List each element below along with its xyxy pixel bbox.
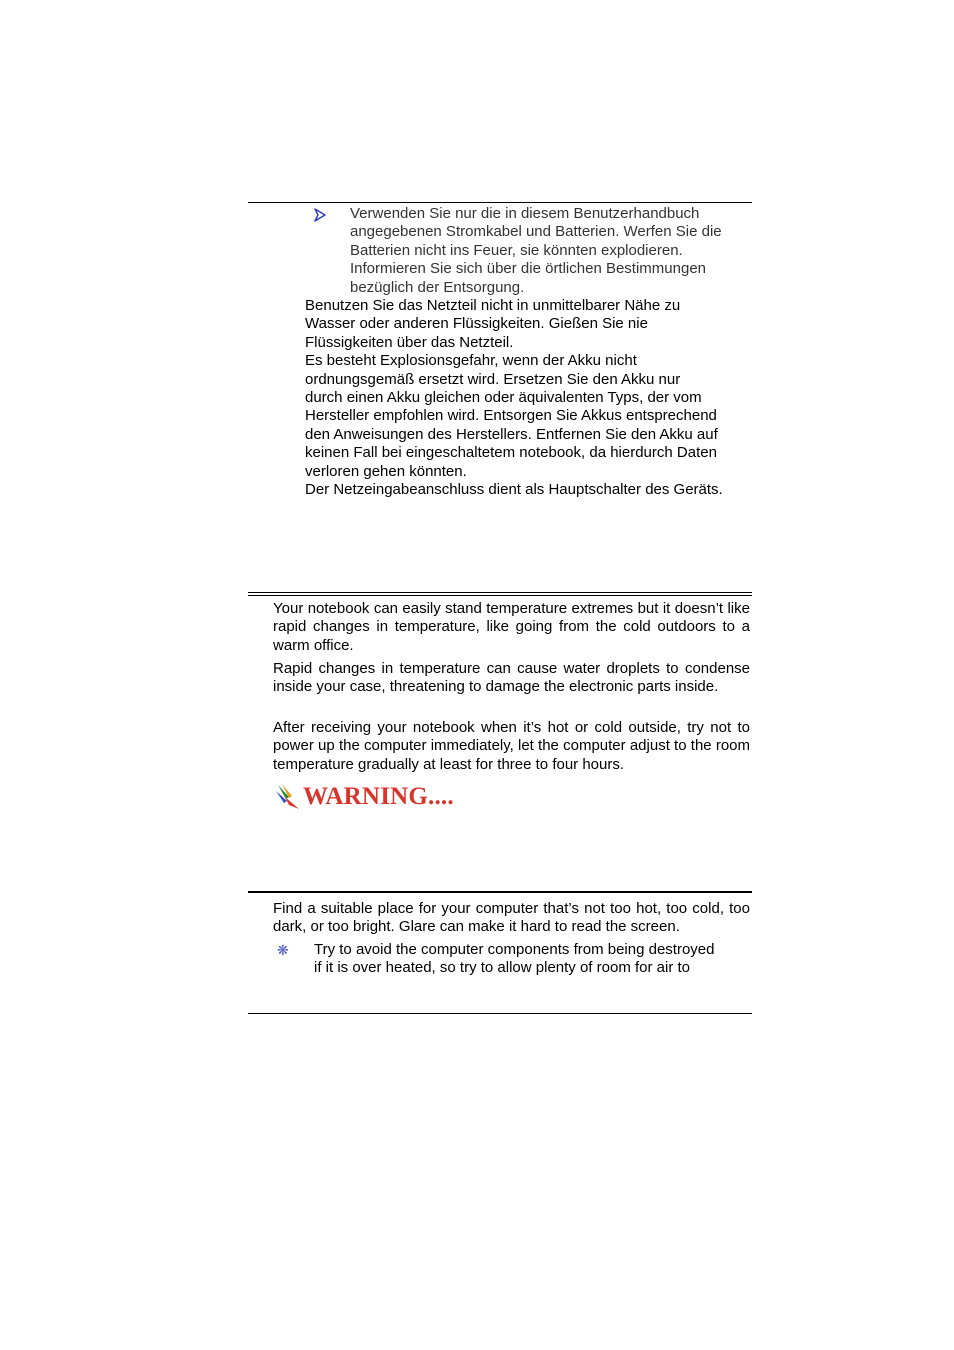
text-line: ordnungsgemäß ersetzt wird. Ersetzen Sie den Akku nur: [305, 370, 681, 388]
section-rule-location: [248, 891, 752, 893]
text-line: verloren gehen könnten.: [305, 462, 467, 480]
temperature-paragraph-2: Rapid changes in temperature can cause water droplets to condense inside your case, threatening to damage the electronic parts inside.: [273, 660, 750, 696]
battery-bullet-text: [350, 205, 760, 297]
arrow-bullet-icon: [313, 208, 327, 222]
snowflake-bullet-icon: ❋: [277, 942, 289, 958]
text-line: Hersteller empfohlen wird. Entsorgen Sie Akkus entsprechend: [305, 407, 717, 425]
text-line: Wasser oder anderen Flüssigkeiten. Gießen Sie nie: [305, 315, 648, 333]
warning-arrow-icon: [275, 783, 301, 811]
temperature-paragraph-1: Your notebook can easily stand temperature extremes but it doesn’t like rapid changes in temperature, like going from the cold outdoors to a warm office.: [273, 600, 750, 654]
warning-banner: [275, 781, 475, 813]
section-rule-temperature: [248, 592, 752, 593]
text-line: angegebenen Stromkabel und Batterien. Werfen Sie die: [350, 223, 722, 241]
text-line: Benutzen Sie das Netzteil nicht in unmittelbarer Nähe zu: [305, 297, 681, 314]
text-line: if it is over heated, so try to allow plenty of room for air to: [314, 959, 690, 977]
text-line: Der Netzeingabeanschluss dient als Hauptschalter des Geräts.: [305, 481, 723, 499]
warning-label: WARNING....: [303, 783, 454, 810]
text-line: Try to avoid the computer components from being destroyed: [314, 941, 715, 958]
text-line: bezüglich der Entsorgung.: [350, 278, 525, 296]
airflow-bullet-text: [314, 941, 754, 978]
text-line: den Anweisungen des Herstellers. Entfernen Sie den Akku auf: [305, 425, 718, 443]
location-intro: Find a suitable place for your computer that’s not too hot, too cold, too dark, or too bright. Glare can make it hard to read the screen.: [273, 900, 750, 936]
bottom-rule: [248, 1013, 752, 1014]
text-line: Es besteht Explosionsgefahr, wenn der Akku nicht: [305, 352, 637, 370]
text-line: durch einen Akku gleichen oder äquivalenten Typs, der vom: [305, 389, 702, 407]
german-body-text: [305, 297, 765, 499]
text-line: Batterien nicht ins Feuer, sie könnten explodieren.: [350, 241, 683, 259]
text-line: Informieren Sie sich über die örtlichen Bestimmungen: [350, 260, 707, 278]
text-line: Verwenden Sie nur die in diesem Benutzerhandbuch: [350, 205, 700, 222]
temperature-paragraph-3: After receiving your notebook when it’s hot or cold outside, try not to power up the computer immediately, let the computer adjust to the room temperature gradually at least for three to four hours.: [273, 719, 750, 773]
top-rule: [248, 202, 752, 203]
text-line: Flüssigkeiten über das Netzteil.: [305, 333, 514, 351]
text-line: keinen Fall bei eingeschaltetem notebook, da hierdurch Daten: [305, 444, 717, 462]
